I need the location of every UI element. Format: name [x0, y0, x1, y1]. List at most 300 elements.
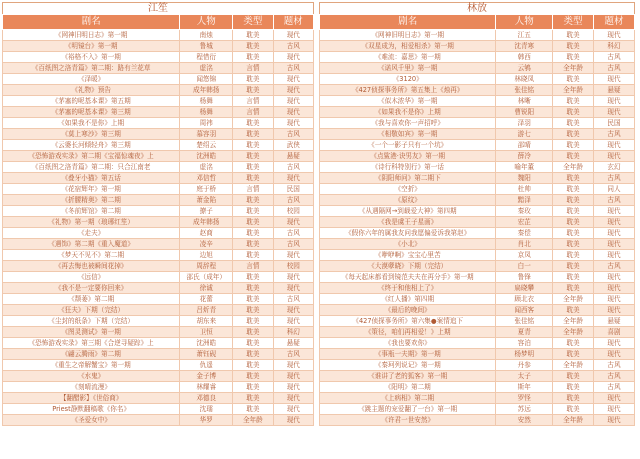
table-row	[3, 294, 314, 305]
drama-title-cell: 《点鲨港·诀男友》第一期	[320, 151, 496, 162]
character-cell: 泽羽	[496, 118, 553, 129]
type-cell: 耽美	[553, 195, 594, 206]
character-cell: 曹锐阳	[496, 107, 553, 118]
genre-cell: 现代	[273, 30, 313, 41]
drama-title-cell: 《许君一世安然》	[320, 415, 496, 426]
genre-cell: 古风	[594, 371, 635, 382]
left-table-body	[3, 30, 314, 426]
genre-cell: 古风	[594, 360, 635, 371]
type-cell: 耽美	[233, 305, 273, 316]
drama-title-cell: 《狂夫》下期（完结）	[3, 305, 180, 316]
table-row	[3, 96, 314, 107]
drama-title-cell: 《阳明》第二期	[320, 382, 496, 393]
character-cell: 云鸲	[496, 63, 553, 74]
genre-cell: 校园	[273, 261, 313, 272]
table-row	[3, 184, 314, 195]
table-row	[320, 415, 635, 426]
drama-title-cell: 《我不是一定要你回来》	[3, 283, 180, 294]
type-cell: 耽美	[553, 382, 594, 393]
table-row	[3, 129, 314, 140]
character-cell: 萧金陷	[180, 195, 233, 206]
genre-cell: 现代	[594, 30, 635, 41]
drama-title-cell: 《网神旧明日志》第一期	[3, 30, 180, 41]
type-cell: 耽美	[233, 349, 273, 360]
genre-cell: 现代	[273, 415, 313, 426]
table-row	[3, 327, 314, 338]
drama-title-cell: 《427侦探事务所》第五集上《烛再》	[320, 85, 496, 96]
drama-title-cell: 《刻晴流漫》	[3, 382, 180, 393]
genre-cell: 现代	[594, 217, 635, 228]
type-cell: 耽美	[553, 151, 594, 162]
genre-cell: 古风	[594, 173, 635, 184]
genre-cell: 现代	[594, 294, 635, 305]
drama-title-cell: 《阴阳师问》第二期下	[320, 173, 496, 184]
type-cell: 耽美	[233, 52, 273, 63]
type-cell: 耽美	[553, 184, 594, 195]
type-cell: 耽美	[233, 173, 273, 184]
type-cell: 全年龄	[233, 415, 273, 426]
genre-cell: 现代	[594, 206, 635, 217]
type-cell: 言情	[233, 63, 273, 74]
table-row	[3, 338, 314, 349]
character-cell: 沈洲皓	[180, 338, 233, 349]
genre-cell: 现代	[594, 228, 635, 239]
table-row	[320, 30, 635, 41]
type-cell: 耽美	[233, 30, 273, 41]
character-cell: 肖北	[496, 239, 553, 250]
right-voice-actor-sheet	[319, 2, 635, 426]
genre-cell: 现代	[273, 52, 313, 63]
table-row	[3, 41, 314, 52]
type-cell: 耽美	[553, 118, 594, 129]
left-header-type: 类型	[233, 15, 273, 30]
genre-cell: 喜剧	[594, 327, 635, 338]
type-cell: 耽美	[233, 118, 273, 129]
drama-title-cell: 【翻醋影】《世俗商》	[3, 393, 180, 404]
type-cell: 耽美	[553, 239, 594, 250]
character-cell: 虚洺	[180, 63, 233, 74]
type-cell: 耽美	[553, 261, 594, 272]
character-cell: 徐诚	[180, 283, 233, 294]
character-cell: 华罗	[180, 415, 233, 426]
table-row	[320, 74, 635, 85]
table-row	[320, 239, 635, 250]
type-cell: 耽美	[233, 272, 273, 283]
table-row	[320, 349, 635, 360]
type-cell: 耽美	[553, 140, 594, 151]
left-drama-table	[2, 14, 314, 426]
table-row	[320, 250, 635, 261]
type-cell: 耽美	[553, 250, 594, 261]
type-cell: 耽美	[233, 283, 273, 294]
character-cell: 吕炘青	[180, 305, 233, 316]
type-cell: 耽美	[553, 371, 594, 382]
type-cell: 言情	[233, 96, 273, 107]
genre-cell: 古风	[273, 195, 313, 206]
table-row	[320, 360, 635, 371]
genre-cell: 科幻	[273, 327, 313, 338]
genre-cell: 民国	[273, 184, 313, 195]
genre-cell: 悬疑	[594, 85, 635, 96]
right-header-genre: 题材	[594, 15, 635, 30]
genre-cell: 现代	[594, 96, 635, 107]
type-cell: 耽美	[233, 228, 273, 239]
genre-cell: 现代	[273, 316, 313, 327]
character-cell: 薛冷	[496, 151, 553, 162]
character-cell: 邓信哲	[180, 173, 233, 184]
table-row	[320, 52, 635, 63]
drama-title-cell: 《茅塞的呢基本课》第五期	[3, 96, 180, 107]
drama-title-cell: 《翩云腾雨》第二期	[3, 349, 180, 360]
type-cell: 全年龄	[553, 294, 594, 305]
drama-title-cell: 《终于和他相上了》	[320, 283, 496, 294]
drama-title-cell: 《双星成为，相爱相杀》第一期	[320, 41, 496, 52]
drama-title-cell: 《秦珂列说记》第一期	[320, 360, 496, 371]
table-row	[3, 239, 314, 250]
drama-title-cell: 《尘封的纸条》下期（完结）	[3, 316, 180, 327]
left-header-genre: 题材	[273, 15, 313, 30]
drama-title-cell: 《恐怖游戏实录》第三期《合逆寻疑踪》上	[3, 338, 180, 349]
character-cell: 赵商	[180, 228, 233, 239]
genre-cell: 现代	[273, 272, 313, 283]
drama-title-cell: 《恐怖游戏实录》第二期《宝福惊魂夜》上	[3, 151, 180, 162]
genre-cell: 现代	[273, 283, 313, 294]
drama-title-cell: 《我也要欢你》	[320, 338, 496, 349]
character-cell: 秦玫	[496, 206, 553, 217]
table-row	[3, 63, 314, 74]
type-cell: 耽美	[553, 74, 594, 85]
table-row	[3, 85, 314, 96]
drama-title-cell: 《事瓶一夫期》第一期	[320, 349, 496, 360]
type-cell: 耽美	[233, 85, 273, 96]
drama-title-cell: 《一个一影子只有一个坑》	[320, 140, 496, 151]
character-cell: 边旭	[180, 250, 233, 261]
type-cell: 耽美	[233, 129, 273, 140]
genre-cell: 现代	[273, 250, 313, 261]
table-row	[320, 261, 635, 272]
type-cell: 言情	[233, 261, 273, 272]
table-row	[320, 151, 635, 162]
genre-cell: 古风	[273, 129, 313, 140]
drama-title-cell: 《梦天不见不》第二期	[3, 250, 180, 261]
type-cell: 耽美	[553, 404, 594, 415]
type-cell: 耽美	[553, 338, 594, 349]
type-cell: 言情	[233, 107, 273, 118]
genre-cell: 现代	[273, 382, 313, 393]
table-row	[320, 404, 635, 415]
type-cell: 耽美	[233, 41, 273, 52]
character-cell: 林耀睿	[180, 382, 233, 393]
character-cell: 成年韩扬	[180, 85, 233, 96]
drama-title-cell: 《再去悔也被瞬间花掉》	[3, 261, 180, 272]
character-cell: 扁晓攀	[496, 283, 553, 294]
type-cell: 耽美	[233, 74, 273, 85]
genre-cell: 同人	[594, 184, 635, 195]
drama-title-cell: 《折腰精奥》第二期	[3, 195, 180, 206]
table-row	[3, 349, 314, 360]
right-header-row	[320, 15, 635, 30]
table-row	[3, 217, 314, 228]
genre-cell: 现代	[273, 360, 313, 371]
genre-cell: 古风	[594, 52, 635, 63]
type-cell: 耽美	[233, 151, 273, 162]
table-row	[3, 140, 314, 151]
drama-title-cell: 《颓萎》第二期	[3, 294, 180, 305]
genre-cell: 悬疑	[273, 338, 313, 349]
character-cell: 沈洲皓	[180, 151, 233, 162]
character-cell: 周祎	[180, 118, 233, 129]
drama-title-cell: 《花宿辉年》第一期	[3, 184, 180, 195]
character-cell: 胡东来	[180, 316, 233, 327]
character-cell: 萧钰砚	[180, 349, 233, 360]
genre-cell: 古风	[594, 129, 635, 140]
table-row	[320, 206, 635, 217]
drama-title-cell: 《3120》	[320, 74, 496, 85]
character-cell: 成年韩扬	[180, 217, 233, 228]
character-cell: 白一	[496, 261, 553, 272]
character-cell: 斯年	[496, 382, 553, 393]
drama-title-cell: 《明镜台》第一期	[3, 41, 180, 52]
character-cell: 楚绍云	[180, 140, 233, 151]
drama-title-cell: 《图灵测试》第一期	[3, 327, 180, 338]
character-cell: 太子	[496, 371, 553, 382]
genre-cell: 古风	[273, 63, 313, 74]
table-row	[320, 393, 635, 404]
genre-cell: 古风	[594, 63, 635, 74]
type-cell: 耽美	[233, 382, 273, 393]
genre-cell: 现代	[594, 250, 635, 261]
character-cell: 金子博	[180, 371, 233, 382]
genre-cell: 现代	[273, 107, 313, 118]
drama-title-cell: 《空折》	[320, 184, 496, 195]
character-cell: 宏芷	[496, 217, 553, 228]
type-cell: 耽美	[233, 338, 273, 349]
type-cell: 耽美	[233, 294, 273, 305]
left-voice-actor-sheet	[2, 2, 314, 426]
table-row	[3, 261, 314, 272]
table-row	[320, 294, 635, 305]
table-row	[3, 393, 314, 404]
table-row	[3, 30, 314, 41]
type-cell: 耽美	[553, 206, 594, 217]
character-cell: 周辞程	[180, 261, 233, 272]
character-cell: 仇遥	[180, 360, 233, 371]
genre-cell: 现代	[594, 415, 635, 426]
type-cell: 耽美	[553, 173, 594, 184]
genre-cell: 现代	[594, 272, 635, 283]
genre-cell: 现代	[273, 85, 313, 96]
table-row	[3, 206, 314, 217]
character-cell: 林晰	[496, 96, 553, 107]
character-cell: 邵氏（成年）	[180, 272, 233, 283]
drama-title-cell: 《策径，咱们再相爱！》上期	[320, 327, 496, 338]
drama-title-cell: 《如果我不是你》上期	[3, 118, 180, 129]
genre-cell: 民国	[594, 118, 635, 129]
table-row	[320, 85, 635, 96]
table-row	[3, 195, 314, 206]
type-cell: 全年龄	[553, 360, 594, 371]
character-cell: 凌辛	[180, 239, 233, 250]
genre-cell: 古风	[594, 261, 635, 272]
character-cell: 京凤	[496, 250, 553, 261]
table-row	[320, 129, 635, 140]
drama-title-cell: 《从遇隔网→到载爱大神》第四期	[320, 206, 496, 217]
table-row	[3, 305, 314, 316]
character-cell: 韩西	[496, 52, 553, 63]
table-row	[3, 371, 314, 382]
type-cell: 耽美	[553, 129, 594, 140]
character-cell: 沈瓀	[180, 404, 233, 415]
genre-cell: 古风	[273, 162, 313, 173]
table-row	[3, 415, 314, 426]
drama-title-cell: 《似木浓华》第一期	[320, 96, 496, 107]
genre-cell: 现代	[594, 404, 635, 415]
genre-cell: 现代	[273, 393, 313, 404]
table-row	[320, 316, 635, 327]
table-row	[3, 360, 314, 371]
type-cell: 全年龄	[553, 85, 594, 96]
drama-title-cell: 《红人播》第四期	[320, 294, 496, 305]
genre-cell: 现代	[594, 338, 635, 349]
genre-cell: 古风	[273, 239, 313, 250]
genre-cell: 现代	[594, 74, 635, 85]
character-cell: 庭于桥	[180, 184, 233, 195]
left-header-row	[3, 15, 314, 30]
type-cell: 耽美	[233, 140, 273, 151]
table-row	[3, 52, 314, 63]
table-row	[320, 382, 635, 393]
table-row	[320, 272, 635, 283]
genre-cell: 校园	[273, 206, 313, 217]
drama-title-cell: 《莫上寒沙》第三期	[3, 129, 180, 140]
drama-title-cell: 《小北》	[320, 239, 496, 250]
genre-cell: 现代	[594, 107, 635, 118]
drama-title-cell: 《难流：嘉思》第一期	[320, 52, 496, 63]
left-header-title: 剧名	[3, 15, 180, 30]
genre-cell: 古风	[594, 382, 635, 393]
type-cell: 耽美	[233, 316, 273, 327]
right-drama-table	[319, 14, 635, 426]
character-cell: 夏青	[496, 327, 553, 338]
character-cell: 慕容羽	[180, 129, 233, 140]
table-row	[320, 338, 635, 349]
genre-cell: 古风	[594, 195, 635, 206]
type-cell: 耽美	[553, 305, 594, 316]
table-row	[320, 173, 635, 184]
type-cell: 全年龄	[553, 415, 594, 426]
table-row	[3, 74, 314, 85]
genre-cell: 武侠	[273, 140, 313, 151]
type-cell: 耽美	[553, 217, 594, 228]
character-cell: 游七	[496, 129, 553, 140]
drama-title-cell: Priest静默翻稿歌《你名》	[3, 404, 180, 415]
drama-title-cell: 《谁讲了老的狐客》第一期	[320, 371, 496, 382]
table-row	[3, 151, 314, 162]
table-row	[320, 217, 635, 228]
genre-cell: 现代	[273, 404, 313, 415]
character-cell: 秦偿	[496, 228, 553, 239]
drama-title-cell: 《每天起床都看到镜范夫夫在再分手》第一期	[320, 272, 496, 283]
character-cell: 撩子	[180, 206, 233, 217]
type-cell: 全年龄	[553, 63, 594, 74]
drama-title-cell: 《相敬如宾》第一期	[320, 129, 496, 140]
character-cell: 张佳铭	[496, 85, 553, 96]
type-cell: 耽美	[233, 206, 273, 217]
drama-title-cell: 《远信》	[3, 272, 180, 283]
drama-title-cell: 《大漠孽晓》下期（完结）	[320, 261, 496, 272]
table-row	[3, 316, 314, 327]
table-row	[320, 305, 635, 316]
drama-title-cell: 《叠牙小猫》第五话	[3, 173, 180, 184]
genre-cell: 现代	[594, 283, 635, 294]
genre-cell: 现代	[273, 217, 313, 228]
character-cell: 鲁城	[180, 41, 233, 52]
table-row	[3, 173, 314, 184]
table-row	[320, 41, 635, 52]
genre-cell: 悬疑	[594, 316, 635, 327]
drama-title-cell: 《泽暖》	[3, 74, 180, 85]
character-cell: 程惜衍	[180, 52, 233, 63]
drama-title-cell: 《礼物》预告	[3, 85, 180, 96]
character-cell: 丹参	[496, 360, 553, 371]
type-cell: 耽美	[233, 195, 273, 206]
drama-title-cell: 《裕格不入》第一期	[3, 52, 180, 63]
table-row	[320, 96, 635, 107]
table-row	[320, 228, 635, 239]
drama-title-cell: 《网神旧明日志》第一期	[320, 30, 496, 41]
character-cell: 花蕾	[180, 294, 233, 305]
character-cell: 鲁锋	[496, 272, 553, 283]
genre-cell: 现代	[273, 173, 313, 184]
type-cell: 耽美	[233, 327, 273, 338]
right-table-body	[320, 30, 635, 426]
genre-cell: 现代	[273, 96, 313, 107]
drama-title-cell: 《假你六年的属我友问我愿偏爱诉我第赵》	[320, 228, 496, 239]
right-header-type: 类型	[553, 15, 594, 30]
character-cell: 邓德良	[180, 393, 233, 404]
genre-cell: 古风	[273, 41, 313, 52]
drama-title-cell: 《走夫》	[3, 228, 180, 239]
drama-title-cell: 《百纸图之洛青篇》第二期：路有兰花草	[3, 63, 180, 74]
genre-cell: 现代	[594, 393, 635, 404]
type-cell: 耽美	[233, 371, 273, 382]
left-sheet-title: 江笙	[2, 2, 314, 14]
table-row	[3, 228, 314, 239]
character-cell: 魏阳	[496, 173, 553, 184]
genre-cell: 古风	[273, 349, 313, 360]
genre-cell: 现代	[594, 239, 635, 250]
type-cell: 全年龄	[553, 327, 594, 338]
character-cell: 容泊	[496, 338, 553, 349]
type-cell: 耽美	[233, 239, 273, 250]
table-row	[3, 272, 314, 283]
character-cell: 闻悠锦	[180, 74, 233, 85]
drama-title-cell: 《诺风千里》第一期	[320, 63, 496, 74]
genre-cell: 现代	[594, 349, 635, 360]
table-row	[320, 118, 635, 129]
right-header-title: 剧名	[320, 15, 496, 30]
table-row	[3, 162, 314, 173]
genre-cell: 科幻	[594, 41, 635, 52]
type-cell: 耽美	[553, 393, 594, 404]
type-cell: 耽美	[553, 41, 594, 52]
genre-cell: 古风	[273, 228, 313, 239]
genre-cell: 现代	[594, 151, 635, 162]
character-cell: 杨梦明	[496, 349, 553, 360]
type-cell: 耽美	[553, 30, 594, 41]
type-cell: 耽美	[553, 283, 594, 294]
genre-cell: 悬疑	[273, 151, 313, 162]
